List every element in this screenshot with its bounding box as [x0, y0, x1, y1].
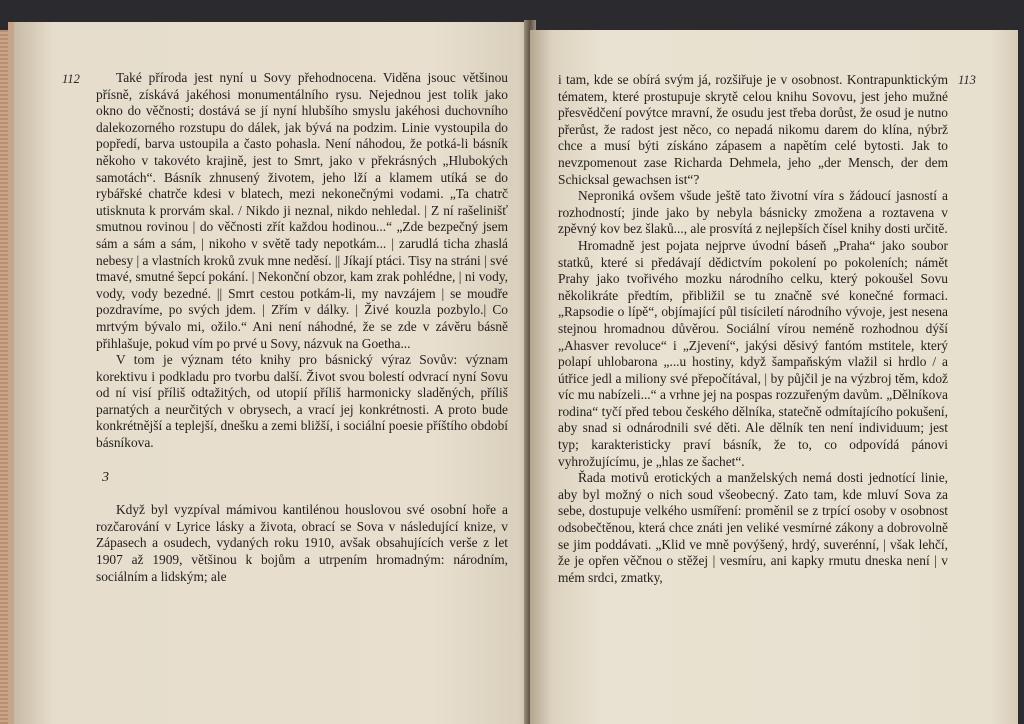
page-edge-strip: [0, 30, 8, 724]
right-paragraph-3: Hromadně jest pojata nejprve úvodní báseň „Praha“ jako soubor statků, které si předávají dědictvím pokolení po pokoleních; námět Prahy jako tvořivého mozku národního celku, který pokoušel Sovu několikráte předtím, přibližil se tu značně své konečné formaci. „Rapsodie o lípě“, objímající půl tisíciletí národního vývoje, jest nesena stejnou hromadnou důvěrou. Sociální vírou neméně rozhodnou dýší „Ahasver revoluce“ i „Zjevení“, jakýsi děsivý fantóm mstitele, který polapí uhlobarona „...u hostiny, když šampaňským vlažil si hrdlo / a útřice jedl a miliony své přepočítával, | by půjčil je na výzbroj těm, kdož víc mu nabízeli...“ a vrhne jej na pospas rozzuřeným davům. „Dělníkova rodina“ tyčí před tebou českého dělníka, statečně odmítajícího pokušení, aby snad si odnárodnili své děti. Ale dělník ten není individuum; jest typ; karakteristicky praví básník, že to, co odpovídá pánovi vyhrožujícímu, je „hlas ze šachet“.: [558, 237, 948, 469]
right-paragraph-4: Řada motivů erotických a manželských nemá dosti jednotící linie, aby byl možný o nich soud všeobecný. Zato tam, kde mluví Sova za sebe, dostupuje velkého usmíření: proměnil se z trpící osoby v osobnost odsobečtěnou, která chce znáti jen veliké vesmírné zákony a dobrovolně se jim poddávati. „Klid ve mně povýšený, hrdý, suverénní, | však lehčí, že je opřen věčnou o stěžej | vesmíru, ani kapky rmutu dneska není | v mém srdci, zmatky,: [558, 470, 948, 585]
right-paragraph-1: i tam, kde se obírá svým já, rozšiřuje je v osobnost. Kontrapunktickým tématem, které prostupuje skrytě celou knihu Sovovu, jest jeho mužné přesvědčení povýtce mravní, že osudu jest třeba dorůst, že osud je nutno přerůst, že radost jest něco, co nepadá nikomu darem do klína, nýbrž chce a musí býti získáno zápasem a napětím celé bytosti. Jak to nevzpomenout zase Richarda Dehmela, jeho „der Mensch, der dem Schicksal gewachsen ist“?: [558, 72, 948, 187]
right-paragraph-2: Neproniká ovšem všude ještě tato životní víra s žádoucí jasností a rozhodností; jinde jako by nebyla básnicky zmožena a roztavena v zpěvný kov bez šlaků..., ale prosvítá z nejlepších čísel knihy dosti určitě.: [558, 188, 948, 237]
right-page-text: [558, 72, 948, 586]
right-page: [530, 30, 1018, 724]
left-paragraph-1: Také příroda jest nyní u Sovy přehodnocena. Viděna jsouc většinou přísně, získává jakéhosi monumentálního rysu. Nejednou jest tolik jako okno do věčnosti; dostává se jí nyní hlubšího smyslu jakéhosi duchovního dalekozorného rozstupu do dálek, jak bývá na podzim. Linie vystoupila do popředí, barva ustoupila a často pohasla. Není náhodou, že potká-li básník někoho v takovéto krajině, jest to Smrt, jako v překrásných „Hlubokých samotách“. Básník zhnusený životem, jeho lží a klamem utíká se do rybářské chatrče kdesi v blatech, mezi nekonečnými vodami. „Ta chatrč utisknuta k prorvám skal. / Nikdo ji neznal, nikdo nehledal. | Z ní rašelinišť smutnou rovinou | do věčnosti zřít každou hodinou...“ „Zde bezpečný jsem sám a sám a sám, | nikoho v světě tady nepotkám... | zarudlá ticha zhaslá nebesy | a vlastních kroků zvuk mne neděsí. || Jíkají ptáci. Tisy na stráni | své tmavé, smutné šepcí pokání. | Nekonční obzor, kam zrak pohlédne, | ni vody, vody, vody bezedné. || Smrt cestou potkám-li, my navzájem | se moudře pozdravíme, po svých jdem. | Zřím v dálky. | Živé kouzla pozbylo.| Co mrtvým bývalo mi, ožilo.“ Ani není náhodné, že se zde v závěru básně přihlašuje, pokud vím po prvé u Sovy, názvuk na Goetha...: [96, 70, 509, 351]
left-page: [8, 22, 530, 724]
page-number-right: 113: [958, 73, 976, 87]
section-number: 3: [102, 469, 109, 485]
left-paragraph-2: V tom je význam této knihy pro básnický výraz Sovův: význam korektivu i podkladu pro tvorbu další. Život svou bolestí odvrací nyní Sovu od ní visí příliš odtažitých, od utopií příliš harmonicky sladěných, příliš parnatých a neurčitých v obrysech, a vrací jej konkrétnosti. A proto bude konkrétnější a teplejší, dnešku a zemi bližší, i sociální poesie příštího období básníkova.: [96, 352, 508, 451]
left-paragraph-3: Když byl vyzpíval mámivou kantilénou houslovou své osobní hoře a rozčarování v Lyrice lásky a života, obrací se Sova v následující knize, v Zápasech a osudech, vydaných roku 1910, avšak obsahujících verše z let 1907 až 1909, většinou k bojům a utrpením hromadným: národním, sociálním a lidským; ale: [96, 502, 508, 584]
left-page-text: [96, 70, 508, 585]
page-number-left: 112: [62, 72, 80, 86]
